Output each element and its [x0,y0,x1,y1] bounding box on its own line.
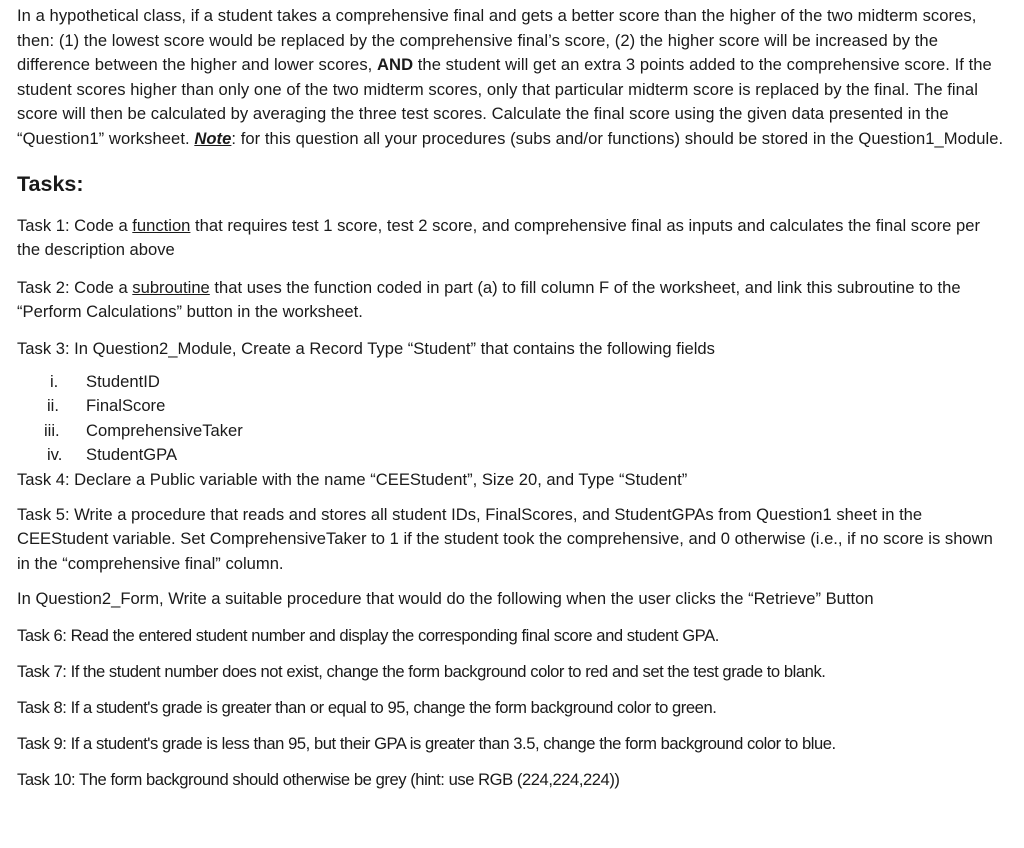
list-item-number: iv. [47,445,63,465]
task-3: Task 3: In Question2_Module, Create a Record Type “Student” that contains the following fields [17,338,715,358]
form-instructions: In Question2_Form, Write a suitable procedure that would do the following when the user clicks the “Retrieve” Button [17,589,874,609]
list-item [17,394,1006,419]
task-7: Task 7: If the student number does not exist, change the form background color to red and set the test grade to blank. [17,661,826,681]
list-item [17,370,1006,395]
record-fields-list [17,370,1006,468]
task-1-post: that requires test 1 score, test 2 score, and comprehensive final as inputs and calculates the final score per the description above [17,215,980,260]
task-2-post: that uses the function coded in part (a) to fill column F of the worksheet, and link this subroutine to the “Perform Calculations” button in the worksheet. [17,277,961,322]
task-2-pre: Task 2: Code a [17,277,133,297]
list-item-number: ii. [47,396,59,416]
task-2-keyword: subroutine [132,277,210,297]
task-1-pre: Task 1: Code a [17,215,133,235]
and-emphasis: AND [377,55,414,75]
list-item [17,443,1006,468]
list-item [17,419,1006,444]
list-item-label: StudentGPA [86,445,178,465]
task-8: Task 8: If a student's grade is greater than or equal to 95, change the form background color to green. [17,697,717,717]
list-item-label: FinalScore [86,396,166,416]
task-1 [17,214,1006,263]
list-item-number: i. [50,371,59,391]
task-4: Task 4: Declare a Public variable with the name “CEEStudent”, Size 20, and Type “Student” [17,469,688,489]
task-5: Task 5: Write a procedure that reads and stores all student IDs, FinalScores, and StudentGPAs from Question1 sheet in the CEEStudent variable. Set ComprehensiveTaker to 1 if the student took the comprehensive, and 0 otherwise (i.e., if no score is shown in the “comprehensive final” column. [17,504,993,573]
intro-text-3: : for this question all your procedures (subs and/or functions) should be stored in the Question1_Module. [231,128,1004,148]
task-6: Task 6: Read the entered student number and display the corresponding final score and student GPA. [17,625,719,645]
task-2 [17,276,1006,325]
intro-text-2: the student will get an extra 3 points added to the comprehensive score. If the student scores higher than only one of the two midterm scores, only that particular midterm score is replaced by the final. The final score will then be calculated by averaging the three test scores. Calculate the final score using the given data presented in the “Question1” worksheet. [17,55,992,148]
task-9: Task 9: If a student's grade is less than 95, but their GPA is greater than 3.5, change the form background color to blue. [17,733,836,753]
task-10: Task 10: The form background should otherwise be grey (hint: use RGB (224,224,224)) [17,769,620,789]
note-label: Note [194,128,232,148]
list-item-label: ComprehensiveTaker [86,420,243,440]
intro-paragraph [17,4,1006,152]
tasks-heading: Tasks: [17,171,84,196]
list-item-label: StudentID [86,371,160,391]
list-item-number: iii. [44,420,60,440]
task-1-keyword: function [132,215,191,235]
intro-text-1: In a hypothetical class, if a student takes a comprehensive final and gets a better score than the higher of the two midterm scores, then: (1) the lowest score would be replaced by the comprehensive final’s score, (2) the higher score will be increased by the difference between the higher and lower scores, [17,6,977,75]
